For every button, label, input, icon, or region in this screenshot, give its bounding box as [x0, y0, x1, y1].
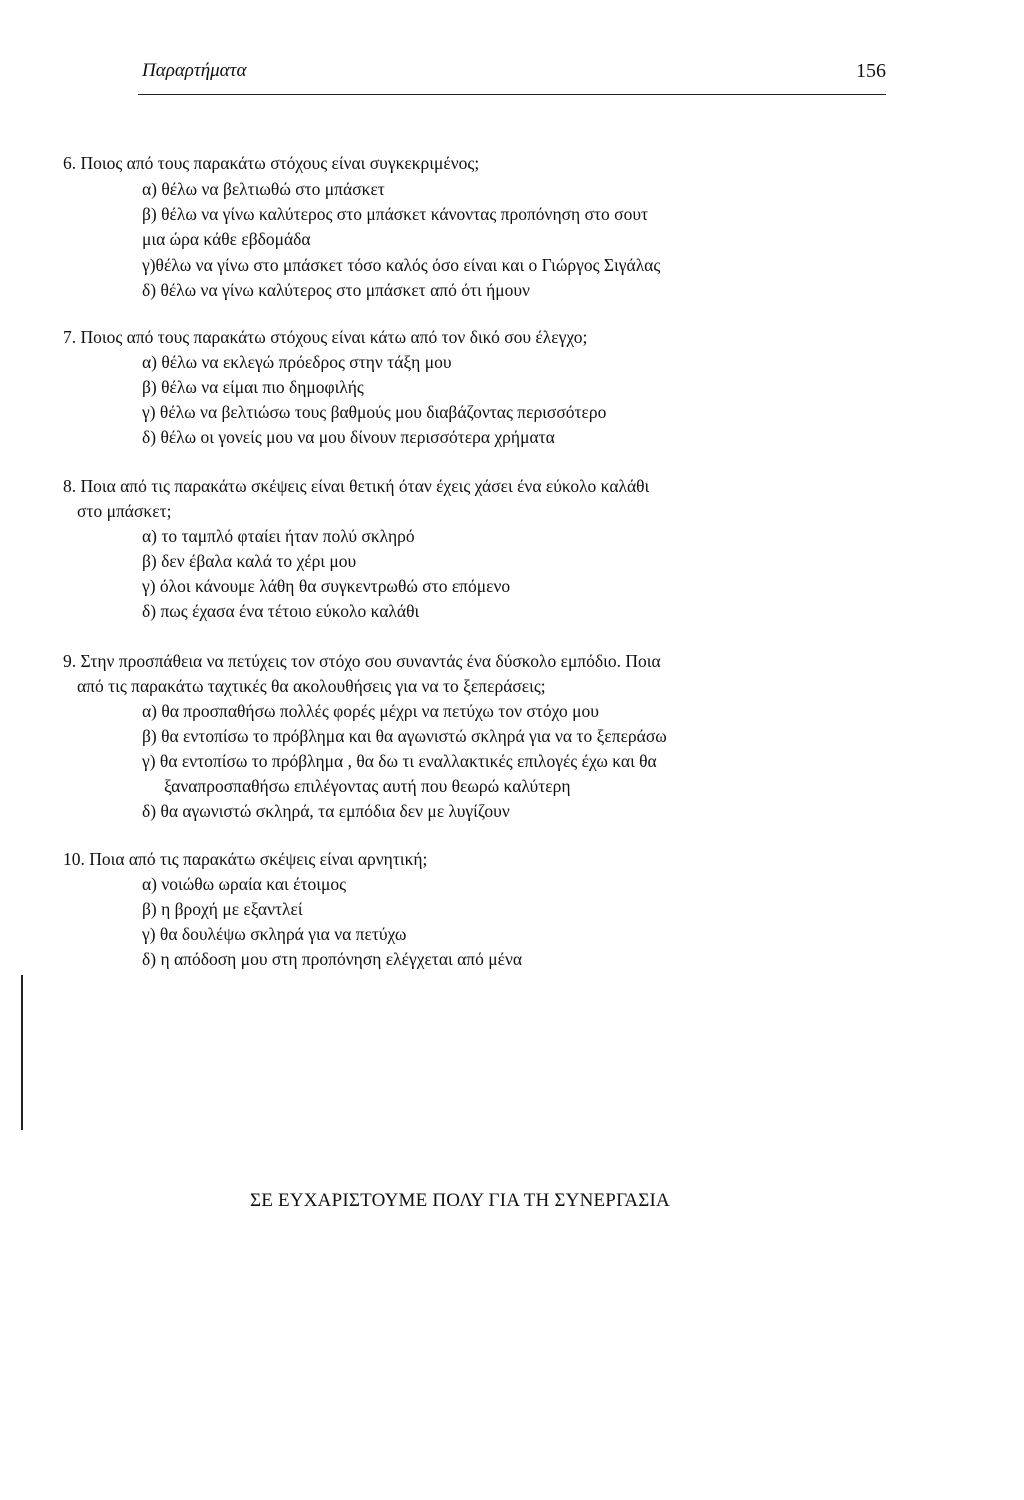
closing-message: ΣΕ ΕΥΧΑΡΙΣΤΟΥΜΕ ΠΟΛΥ ΓΙΑ ΤΗ ΣΥΝΕΡΓΑΣΙΑ	[250, 1190, 670, 1211]
answer-option: δ) πως έχασα ένα τέτοιο εύκολο καλάθι	[142, 601, 420, 621]
page-number: 156	[856, 60, 886, 82]
answer-option: γ) θα εντοπίσω το πρόβλημα , θα δω τι εναλλακτικές επιλογές έχω και θα	[142, 751, 657, 771]
question-stem: 10. Ποια από τις παρακάτω σκέψεις είναι αρνητική;	[63, 849, 428, 869]
answer-option: β) θέλω να είμαι πιο δημοφιλής	[142, 377, 364, 397]
question-stem-continuation: από τις παρακάτω ταχτικές θα ακολουθήσεις για να το ξεπεράσεις;	[77, 676, 546, 696]
section-title: Παραρτήματα	[142, 60, 247, 81]
answer-option: β) δεν έβαλα καλά το χέρι μου	[142, 551, 357, 571]
answer-option: α) θέλω να εκλεγώ πρόεδρος στην τάξη μου	[142, 352, 452, 372]
answer-option: α) νοιώθω ωραία και έτοιμος	[142, 874, 347, 894]
answer-option: δ) θα αγωνιστώ σκληρά, τα εμπόδια δεν με λυγίζουν	[142, 801, 510, 821]
page-header	[138, 60, 886, 95]
answer-option-continuation: μια ώρα κάθε εβδομάδα	[142, 229, 311, 249]
question-stem: 9. Στην προσπάθεια να πετύχεις τον στόχο σου συναντάς ένα δύσκολο εμπόδιο. Ποια	[63, 651, 661, 671]
margin-rule	[21, 975, 23, 1130]
answer-option: γ) όλοι κάνουμε λάθη θα συγκεντρωθώ στο επόμενο	[142, 576, 511, 596]
question-stem-continuation: στο μπάσκετ;	[77, 501, 172, 521]
answer-option-continuation: ξαναπροσπαθήσω επιλέγοντας αυτή που θεωρώ καλύτερη	[164, 776, 571, 796]
answer-option: δ) θέλω να γίνω καλύτερος στο μπάσκετ από ότι ήμουν	[142, 280, 530, 300]
answer-option: β) η βροχή με εξαντλεί	[142, 899, 303, 919]
answer-option: γ)θέλω να γίνω στο μπάσκετ τόσο καλός όσο είναι και ο Γιώργος Σιγάλας	[142, 255, 661, 275]
answer-option: δ) η απόδοση μου στη προπόνηση ελέγχεται από μένα	[142, 949, 523, 969]
answer-option: α) θέλω να βελτιωθώ στο μπάσκετ	[142, 179, 385, 199]
answer-option: β) θέλω να γίνω καλύτερος στο μπάσκετ κάνοντας προπόνηση στο σουτ	[142, 204, 649, 224]
question-stem: 6. Ποιος από τους παρακάτω στόχους είναι συγκεκριμένος;	[63, 153, 480, 173]
answer-option: α) θα προσπαθήσω πολλές φορές μέχρι να πετύχω τον στόχο μου	[142, 701, 599, 721]
answer-option: δ) θέλω οι γονείς μου να μου δίνουν περισσότερα χρήματα	[142, 427, 555, 447]
answer-option: γ) θα δουλέψω σκληρά για να πετύχω	[142, 924, 407, 944]
answer-option: γ) θέλω να βελτιώσω τους βαθμούς μου διαβάζοντας περισσότερο	[142, 402, 607, 422]
question-stem: 7. Ποιος από τους παρακάτω στόχους είναι κάτω από τον δικό σου έλεγχο;	[63, 327, 588, 347]
answer-option: α) το ταμπλό φταίει ήταν πολύ σκληρό	[142, 526, 415, 546]
question-stem: 8. Ποια από τις παρακάτω σκέψεις είναι θετική όταν έχεις χάσει ένα εύκολο καλάθι	[63, 476, 650, 496]
answer-option: β) θα εντοπίσω το πρόβλημα και θα αγωνιστώ σκληρά για να το ξεπεράσω	[142, 726, 667, 746]
